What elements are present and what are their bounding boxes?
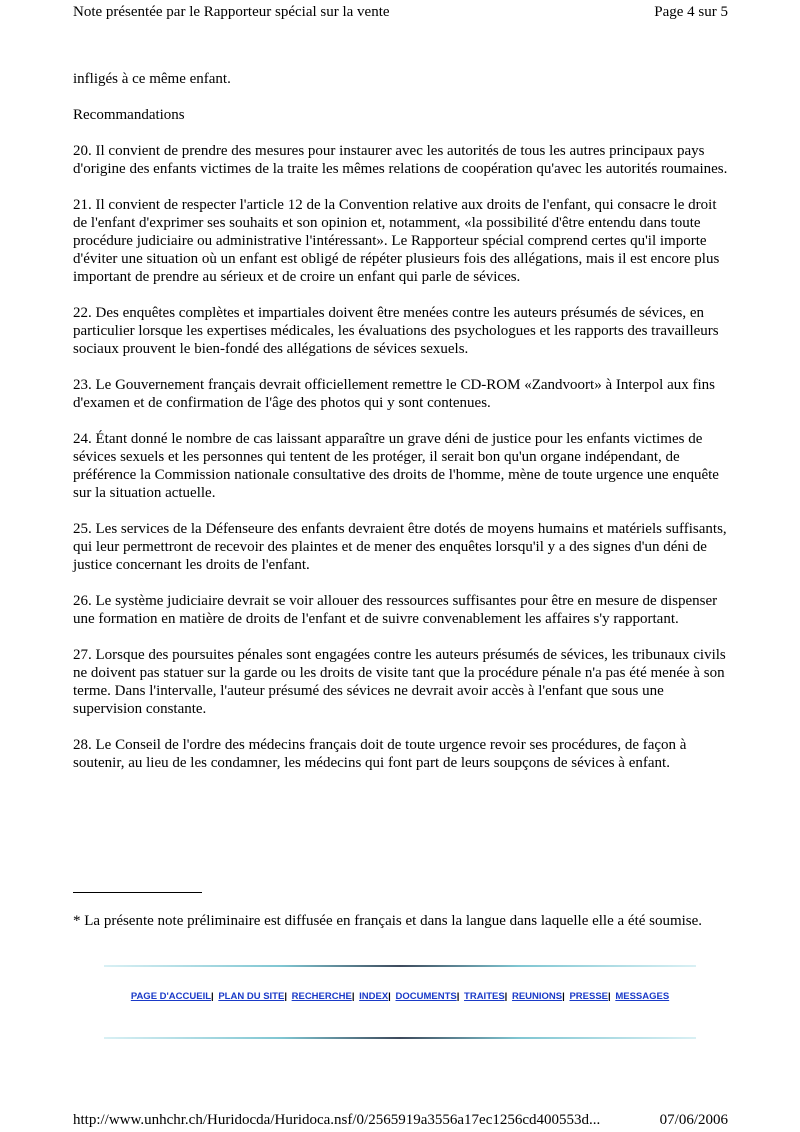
nav-link-reunions[interactable]: REUNIONS [511,991,563,1002]
nav-link-presse[interactable]: PRESSE [569,991,608,1002]
footer-url: http://www.unhchr.ch/Huridocda/Huridoca.nsf/0/2565919a3556a17ec1256cd400553d... [73,1112,601,1128]
nav-link-index[interactable]: INDEX [359,991,389,1002]
nav-pipe: | [608,991,611,1002]
header-title: Note présentée par le Rapporteur spécial sur la vente [73,4,390,20]
paragraph-28: 28. Le Conseil de l'ordre des médecins français doit de toute urgence revoir ses procédures, de façon à soutenir, au lieu de les condamner, les médecins qui font part de leurs soupçons de sévices à enfant. [73,737,687,771]
nav-separator-top [104,965,696,967]
nav-pipe: | [351,991,355,1002]
nav-pipe: | [284,991,287,1002]
paragraph-22: 22. Des enquêtes complètes et impartiales doivent être menées contre les auteurs présumés de sévices, en particulier lorsque les expertises médicales, les évaluations des psychologues et les rapports des travailleurs sociaux prouvent le bien-fondé des allégations de sévices sexuels. [73,305,719,357]
footer-date: 07/06/2006 [659,1112,728,1128]
paragraph-26: 26. Le système judiciaire devrait se voir allouer des ressources suffisantes pour être en mesure de dispenser une formation en matière de droits de l'enfant et de suivre convenablement les affaires s'y rapportant. [73,593,718,627]
paragraph-21: 21. Il convient de respecter l'article 12 de la Convention relative aux droits de l'enfant, qui consacre le droit de l'enfant d'exprimer ses souhaits et son opinion et, notamment, «la possibilité d'être entendu dans toute procédure judiciaire ou administrative l'intéressant». Le Rapporteur spécial comprend certes qu'il importe d'éviter une situation où un enfant est obligé de répéter plusieurs fois des allégations, mais il est encore plus important de prendre au sérieux et de croire un enfant qui parle de sévices. [73,197,720,285]
nav-link-traites[interactable]: TRAITES [464,991,505,1002]
nav-pipe: | [388,991,391,1002]
continuation-text: infligés à ce même enfant. [73,71,231,87]
nav-link-messages[interactable]: MESSAGES [615,991,670,1002]
paragraph-20: 20. Il convient de prendre des mesures pour instaurer avec les autorités de tous les autres principaux pays d'origine des enfants victimes de la traite les mêmes relations de coopération qu'avec les autorités roumaines. [73,143,728,177]
paragraph-24: 24. Étant donné le nombre de cas laissant apparaître un grave déni de justice pour les enfants victimes de sévices sexuels et les personnes qui tentent de les protéger, il serait bon qu'un organe indépendant, de préférence la Commission nationale consultative des droits de l'homme, mène de toute urgence une enquête sur la situation actuelle. [73,431,719,501]
paragraph-25: 25. Les services de la Défenseure des enfants devraient être dotés de moyens humains et matériels suffisants, qui leur permettront de recevoir des plaintes et de mener des enquêtes lorsqu'il y a des signes d'un déni de justice concernant les droits de l'enfant. [73,521,727,573]
site-navigation [0,990,800,1004]
page-number: Page 4 sur 5 [654,4,728,20]
footnote-text: * La présente note préliminaire est diffusée en français et dans la langue dans laquelle elle a été soumise. [73,913,703,929]
nav-pipe: | [504,991,508,1002]
nav-pipe: | [562,991,565,1002]
section-heading: Recommandations [73,107,185,123]
nav-link-documents[interactable]: DOCUMENTS [395,991,457,1002]
nav-pipe: | [456,991,460,1002]
footnote-divider [73,892,202,893]
nav-link-accueil[interactable]: PAGE D'ACCUEIL [130,991,212,1002]
nav-pipe: | [211,991,214,1002]
nav-link-plan-du-site[interactable]: PLAN DU SITE [218,991,285,1002]
document-body [73,70,728,790]
print-header [0,0,800,24]
paragraph-27: 27. Lorsque des poursuites pénales sont engagées contre les auteurs présumés de sévices, les tribunaux civils ne doivent pas statuer sur la garde ou les droits de visite tant que la procédure pénale n'a pas été menée à son terme. Dans l'intervalle, l'auteur présumé des sévices ne devrait avoir accès à l'enfant que sous une supervision constante. [73,647,726,717]
paragraph-23: 23. Le Gouvernement français devrait officiellement remettre le CD-ROM «Zandvoort» à Interpol aux fins d'examen et de confirmation de l'âge des photos qui y sont contenues. [73,377,716,411]
nav-link-recherche[interactable]: RECHERCHE [291,991,352,1002]
nav-separator-bottom [104,1037,696,1039]
